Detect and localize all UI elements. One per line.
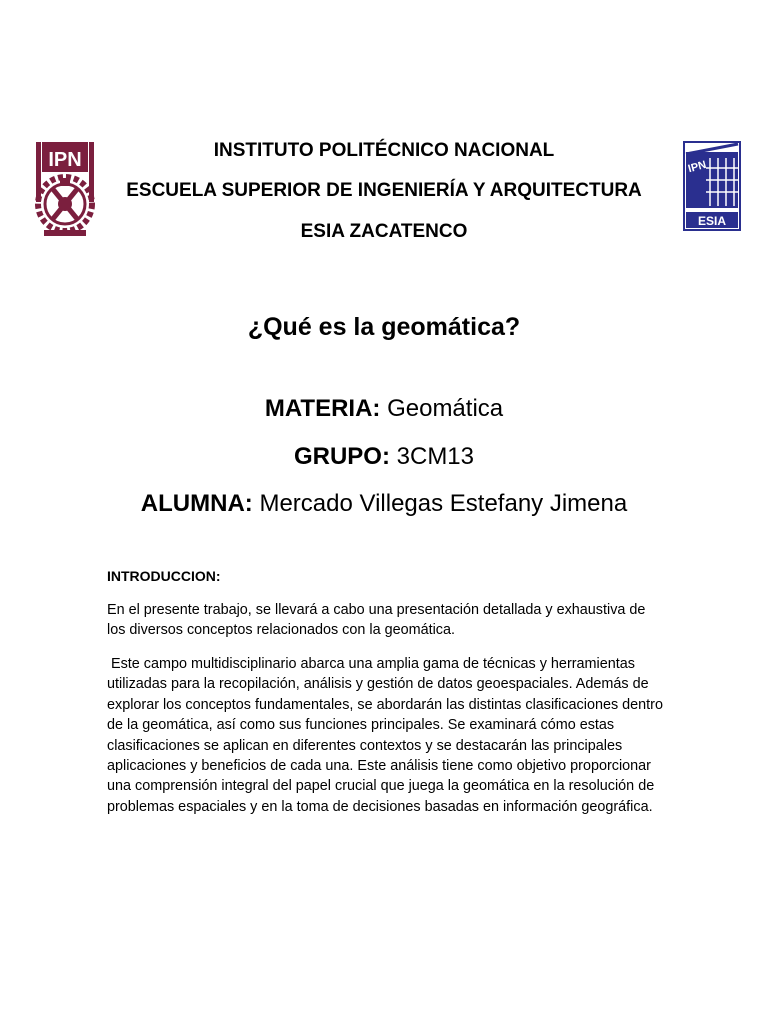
materia-line [0, 394, 768, 424]
intro-heading: INTRODUCCION: [107, 568, 221, 584]
grupo-label: GRUPO: [293, 443, 390, 470]
intro-paragraph-2: Este campo multidisciplinario abarca una amplia gama de técnicas y herramientas utilizadas para la recopilación, análisis y gestión de datos geoespaciales. Además de explorar los conceptos fundamentales, se abordarán las distintas clasificaciones dentro de la geomática, así como sus funciones principales. Se examinará cómo estas clasificaciones se aplican en diferentes contextos y se destacarán las principales aplicaciones y beneficios de cada una. Este análisis tiene como objetivo proporcionar una comprensión integral del papel crucial que juega la geomática en la resolución de problemas espaciales y en la toma de decisiones basadas en información geográfica. [107, 656, 667, 815]
materia-value: Geomática [380, 395, 504, 422]
alumna-label: ALUMNA: [140, 490, 253, 517]
alumna-line [0, 489, 768, 519]
svg-text:IPN: IPN [48, 149, 82, 171]
svg-text:ESIA: ESIA [697, 214, 727, 228]
svg-text:IPN: IPN [686, 158, 708, 176]
materia-label: MATERIA: [264, 395, 381, 422]
institute-name: INSTITUTO POLITÉCNICO NACIONAL [213, 140, 555, 161]
intro-paragraph-1: En el presente trabajo, se llevará a cabo una presentación detallada y exhaustiva de los diversos conceptos relacionados con la geomática. [107, 602, 646, 639]
alumna-value: Mercado Villegas Estefany Jimena [252, 490, 628, 517]
grupo-line [0, 442, 768, 472]
document-title: ¿Qué es la geomática? [247, 313, 521, 341]
school-name: ESCUELA SUPERIOR DE INGENIERÍA Y ARQUITECTURA [126, 180, 642, 201]
campus-name: ESIA ZACATENCO [300, 221, 468, 242]
grupo-value: 3CM13 [389, 443, 475, 470]
